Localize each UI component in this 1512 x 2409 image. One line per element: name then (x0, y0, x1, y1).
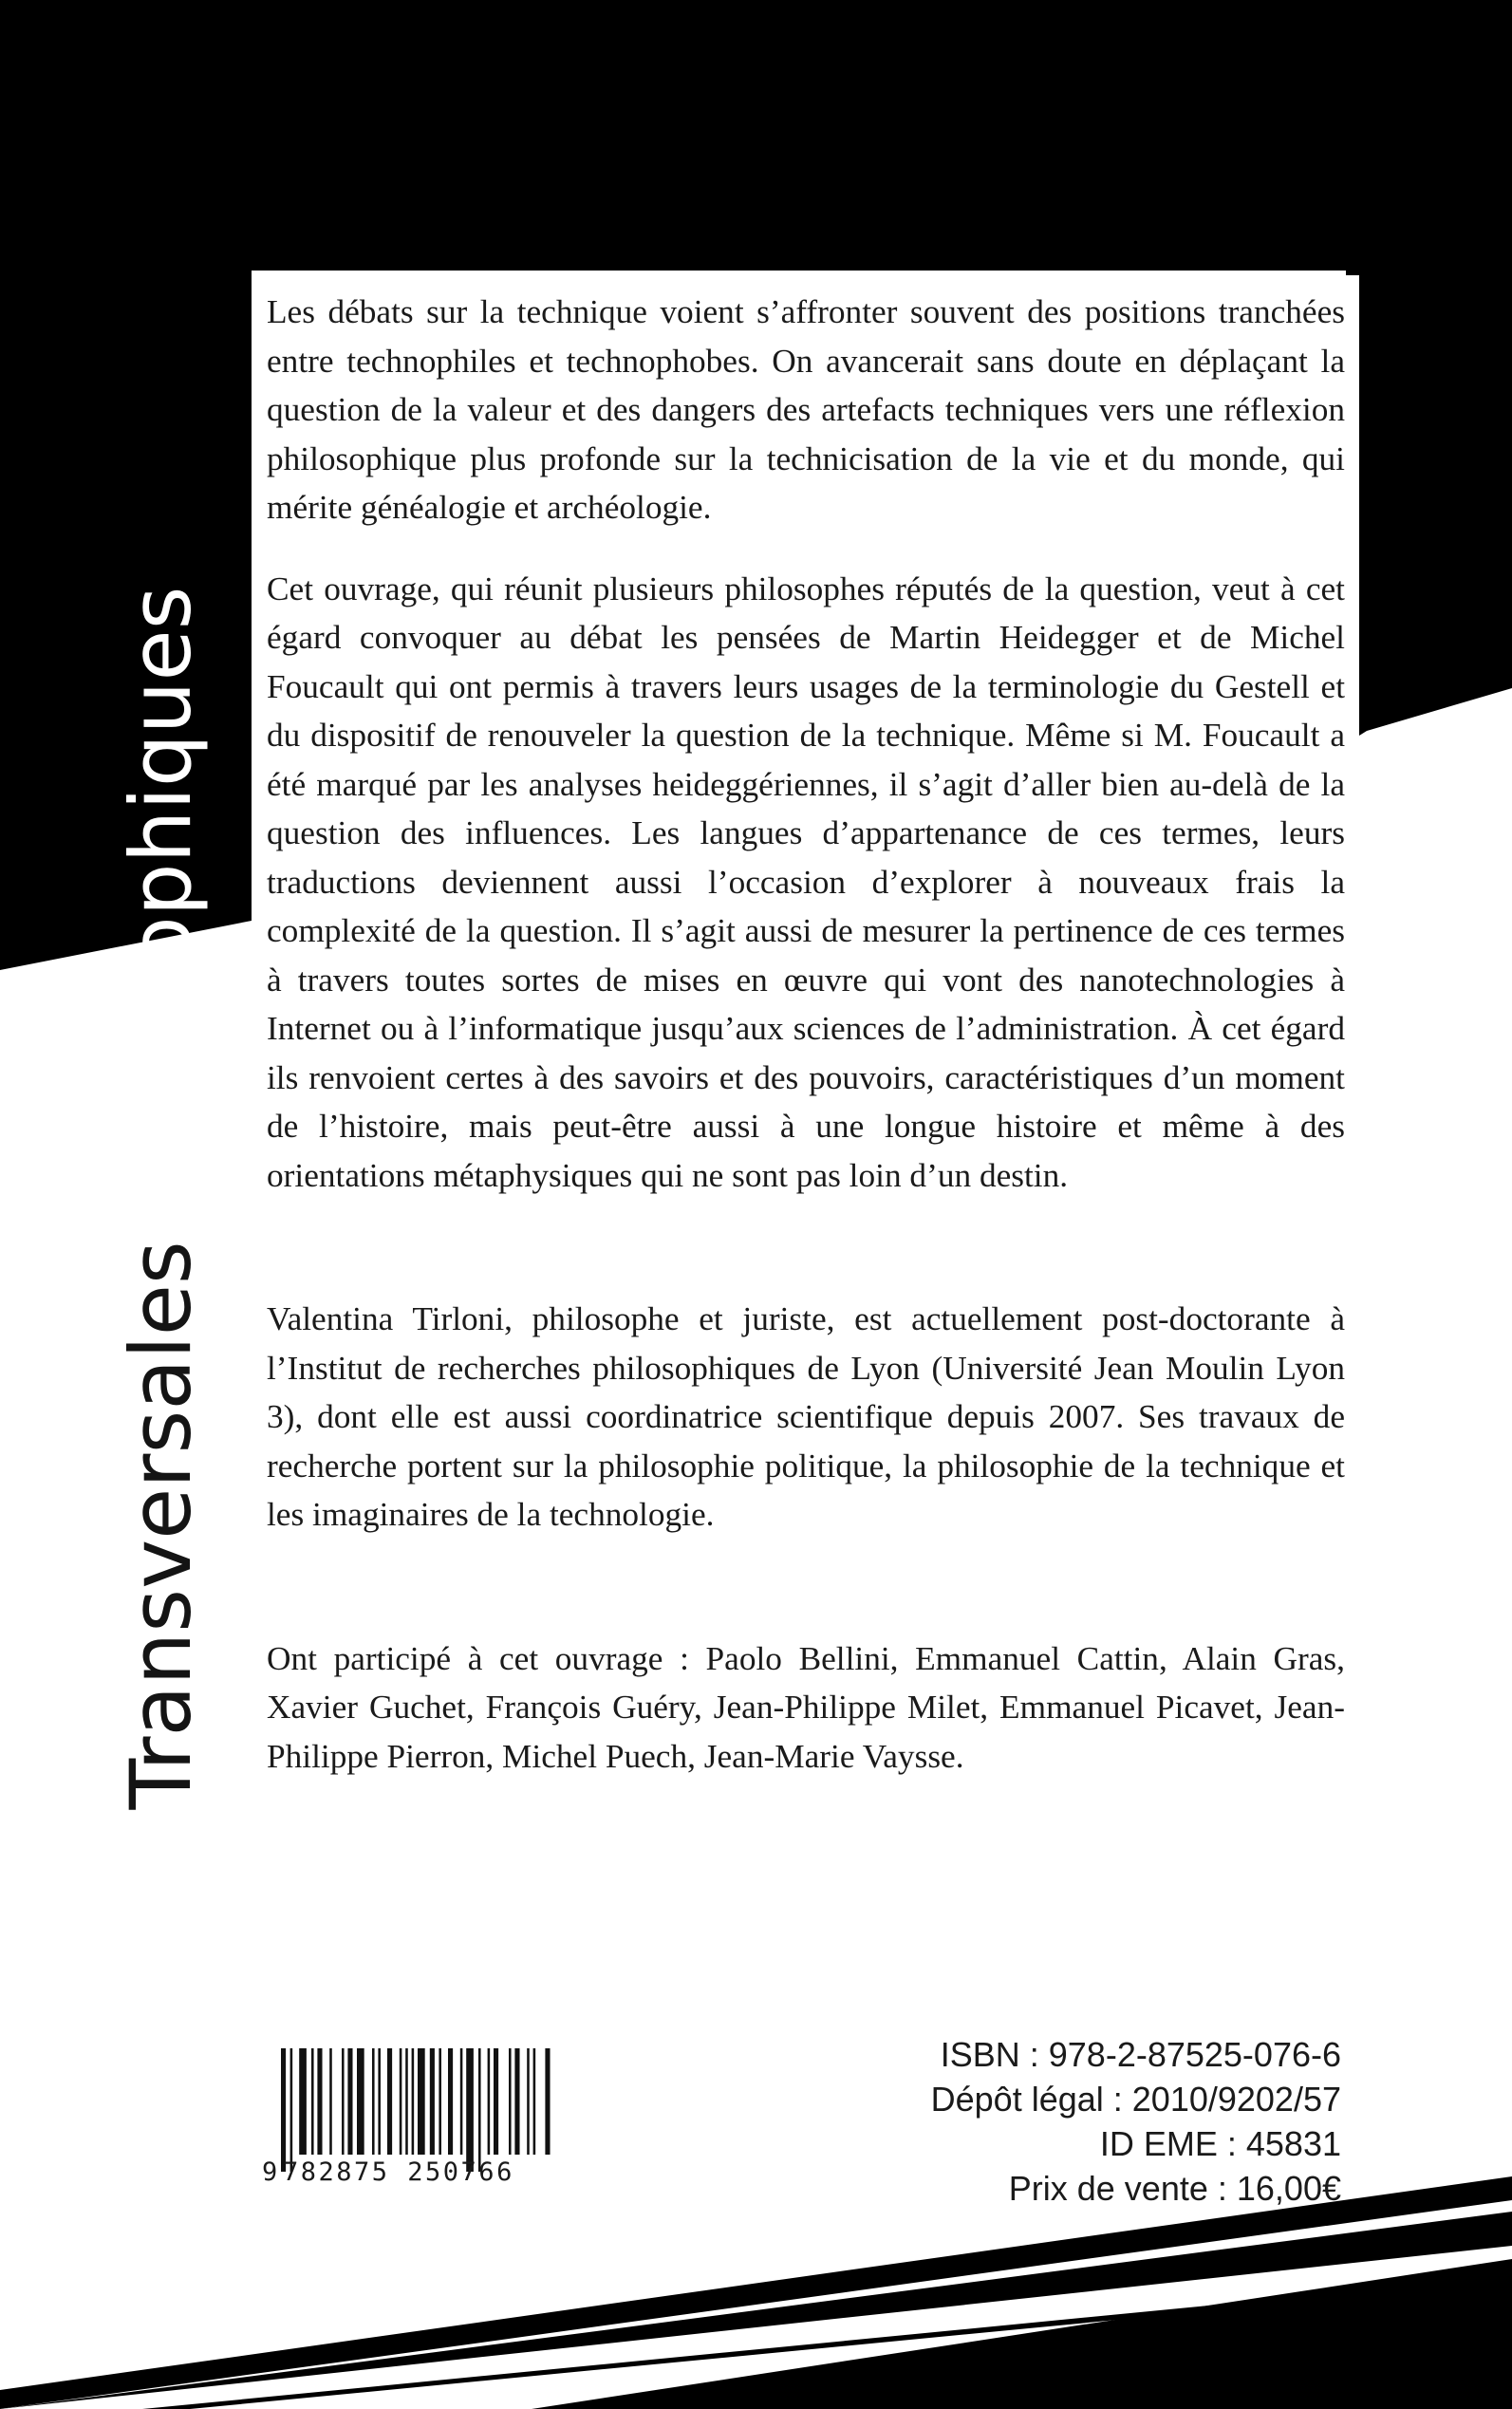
series-title-part2: philosophiques (112, 586, 210, 1215)
barcode-bar (466, 2048, 474, 2172)
barcode-bar (494, 2048, 498, 2155)
barcode-bar (357, 2048, 364, 2155)
barcode-lead-digit: 9 (262, 2157, 278, 2187)
barcode-bar (329, 2048, 332, 2155)
barcode-bar (488, 2048, 491, 2155)
barcode-bar (439, 2048, 441, 2155)
isbn-line: ISBN : 978-2-87525-076-6 (940, 2035, 1341, 2074)
series-title-vertical (112, 586, 210, 1810)
barcode-bar (400, 2048, 402, 2155)
back-cover-text (267, 288, 1345, 1781)
barcode-bar (299, 2048, 307, 2155)
barcode-bar (527, 2048, 530, 2155)
barcode-bar (378, 2048, 381, 2155)
barcode-bar (387, 2048, 392, 2155)
barcode-bar (448, 2048, 453, 2155)
contributors-paragraph: Ont participé à cet ouvrage : Paolo Bellini, Emmanuel Cattin, Alain Gras, Xavier Guchet, François Guéry, Jean-Philippe Milet, Emmanuel Picavet, Jean-Philippe Pierron, Michel Puech, Jean-Marie Vaysse. (267, 1639, 1345, 1775)
barcode-bar (514, 2048, 519, 2155)
barcode-bar (412, 2048, 415, 2155)
barcode-bar (460, 2048, 463, 2155)
barcode-bar (545, 2048, 550, 2155)
barcode-bar (478, 2048, 481, 2172)
summary-paragraph-1: Les débats sur la technique voient s’affronter souvent des positions tranchées entre technophiles et technophobes. On avancerait sans doute en déplaçant la question de la valeur et des dangers des artefacts techniques vers une réflexion philosophique plus profonde sur la technicisation de la vie et du monde, qui mérite généalogie et archéologie. (267, 293, 1345, 526)
barcode-bar (290, 2048, 293, 2172)
barcode-bar (347, 2048, 352, 2155)
barcode-bar (342, 2048, 345, 2155)
id-eme-line: ID EME : 45831 (1099, 2124, 1341, 2163)
barcode-bar (311, 2048, 314, 2155)
summary-paragraph-2: Cet ouvrage, qui réunit plusieurs philosophes réputés de la question, veut à cet égard convoquer au débat les pensées de Martin Heidegger et de Michel Foucault qui ont permis à travers leurs usages de la terminologie du Gestell et du dispositif de renouveler la question de la technique. Même si M. Foucault a été marqué par les analyses heideggériennes, il s’agit d’aller bien au-delà de la question des influences. Les langues d’appartenance de ces termes, leurs traductions deviennent aussi l’occasion d’explorer à nouveaux frais la complexité de la question. Il s’agit aussi de mesurer la pertinence de ces termes à travers toutes sortes de mises en œuvre qui vont des nanotechnologies à Internet ou à l’informatique jusqu’aux sciences de l’administration. À cet égard ils renvoient certes à des savoirs et des pouvoirs, caractéristiques d’un moment de l’histoire, mais peut-être aussi à une longue histoire et même à des orientations métaphysiques qui ne sont pas loin d’un destin. (267, 570, 1345, 1194)
author-bio-paragraph: Valentina Tirloni, philosophe et juriste, est actuellement post-doctorante à l’Institut de recherches philosophiques de Lyon (Université Jean Moulin Lyon 3), dont elle est aussi coordinatrice scientifique depuis 2007. Ses travaux de recherche portent sur la philosophie politique, la philosophie de la technique et les imaginaires de la technologie. (267, 1300, 1345, 1533)
barcode-bar (533, 2048, 536, 2155)
barcode-bar (509, 2048, 512, 2155)
barcode-bar (372, 2048, 375, 2155)
barcode-bar (430, 2048, 435, 2155)
barcode-bar (418, 2048, 425, 2155)
book-info (931, 2032, 1341, 2211)
barcode-bar (405, 2048, 408, 2155)
depot-legal-line: Dépôt légal : 2010/9202/57 (930, 2080, 1341, 2119)
barcode-bar (281, 2048, 286, 2172)
barcode-bar (317, 2048, 322, 2155)
series-title-part1: Transversales (112, 1214, 210, 1810)
barcode-digits: 782875 250766 (283, 2157, 514, 2187)
price-line: Prix de vente : 16,00€ (1008, 2169, 1341, 2208)
